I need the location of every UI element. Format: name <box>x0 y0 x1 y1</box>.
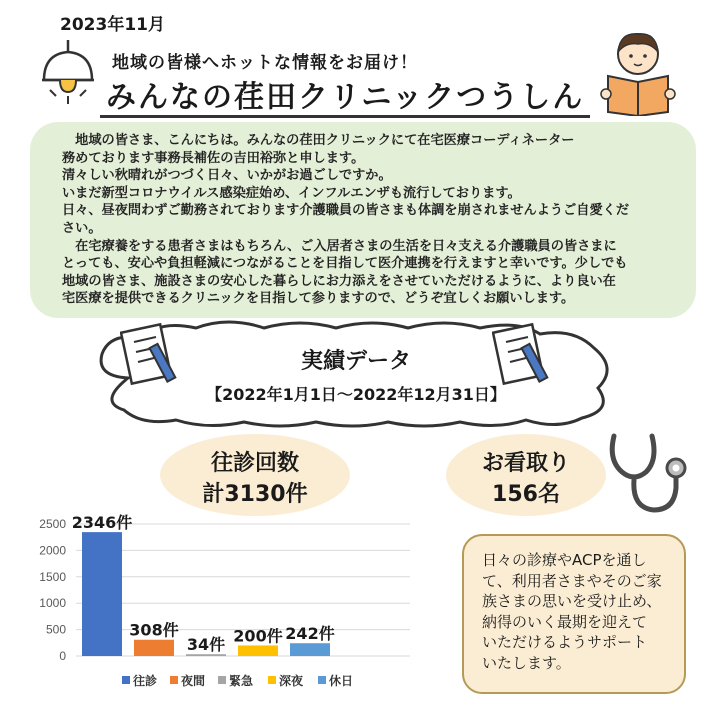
note-line: て、利用者さまやそのご家 <box>482 571 662 590</box>
bar <box>82 532 122 656</box>
intro-line: 清々しい秋晴れがつづく日々、いかがお過ごしですか。 <box>62 168 392 184</box>
note-line: 日々の診療やACPを通し <box>482 551 647 569</box>
legend-swatch <box>268 676 276 684</box>
visit-count-badge <box>160 434 350 516</box>
intro-line: さい。 <box>62 220 102 236</box>
legend-label: 往診 <box>133 674 158 688</box>
intro-line: いまだ新型コロナウイルス感染症始め、インフルエンザも流行しております。 <box>62 185 521 201</box>
data-label: 34件 <box>186 635 226 655</box>
visits-bar-chart <box>30 510 440 702</box>
intro-line: 地域の皆さま、こんにちは。みんなの荏田クリニックにて在宅医療コーディネーター <box>62 133 575 148</box>
data-label: 2346件 <box>71 513 133 533</box>
note-line: 納得のいく最期を迎えて <box>482 612 648 631</box>
mitori-count: 156名 <box>492 482 560 507</box>
intro-line: 宅医療を提供できるクリニックを目指して参りますので、どうぞ宜しくお願いします。 <box>62 291 575 307</box>
legend-swatch <box>122 676 130 684</box>
bar <box>238 645 278 656</box>
note-line: いたします。 <box>482 653 571 672</box>
bar <box>186 654 226 656</box>
legend-label: 緊急 <box>229 674 254 688</box>
data-label: 242件 <box>285 624 335 644</box>
data-label: 308件 <box>129 620 179 640</box>
intro-message <box>30 122 696 318</box>
legend-swatch <box>318 676 326 684</box>
stethoscope-icon <box>600 430 690 520</box>
issue-date: 2023年11月 <box>60 15 165 35</box>
y-tick-label: 2500 <box>39 517 66 531</box>
legend-swatch <box>170 676 178 684</box>
y-tick-label: 0 <box>59 649 66 663</box>
bar <box>290 643 330 656</box>
header-subtitle: 地域の皆様へホットな情報をお届け！ <box>112 53 418 73</box>
legend-label: 休日 <box>329 674 354 688</box>
y-tick-label: 1000 <box>39 596 66 611</box>
visit-count-total: 計3130件 <box>202 482 308 507</box>
intro-line: 地域の皆さま、施設さまの安心した暮らしにお力添えをさせていただけるように、より良い在 <box>62 273 616 289</box>
mitori-label: お看取り <box>481 451 570 476</box>
legend-label: 深夜 <box>279 674 304 688</box>
legend-label: 夜間 <box>181 674 206 688</box>
intro-line: 務めております事務長補佐の吉田裕弥と申します。 <box>62 150 365 166</box>
child-reading-book-icon <box>598 26 678 116</box>
intro-line: 日々、昼夜問わずご勤務されております介護職員の皆さまも体調を崩されませんようご自愛くだ <box>62 203 630 219</box>
lamp-icon <box>38 40 98 110</box>
mitori-badge <box>446 434 606 516</box>
legend-swatch <box>218 676 226 684</box>
y-tick-label: 500 <box>45 622 66 637</box>
data-label: 200件 <box>233 626 283 646</box>
results-title: 実績データ <box>300 349 411 374</box>
intro-line: とっても、安心や負担軽減につながることを目指して医介連携を行えますと幸いです。少しでも <box>62 256 628 272</box>
care-note <box>462 534 686 694</box>
results-period: 【2022年1月1日～2022年12月31日】 <box>206 385 506 404</box>
newsletter-title: みんなの荏田クリニックつうしん <box>106 80 585 115</box>
bar <box>134 640 174 656</box>
y-tick-label: 2000 <box>39 543 66 558</box>
y-tick-label: 1500 <box>39 569 66 584</box>
note-line: いただけるようサポート <box>482 633 648 651</box>
intro-line: 在宅療養をする患者さまはもちろん、ご入居者さまの生活を日々支える介護職員の皆さまに <box>62 238 617 254</box>
visit-count-label: 往診回数 <box>210 451 299 476</box>
header-underline <box>100 115 590 118</box>
note-line: 族さまの思いを受け止め、 <box>482 592 662 610</box>
